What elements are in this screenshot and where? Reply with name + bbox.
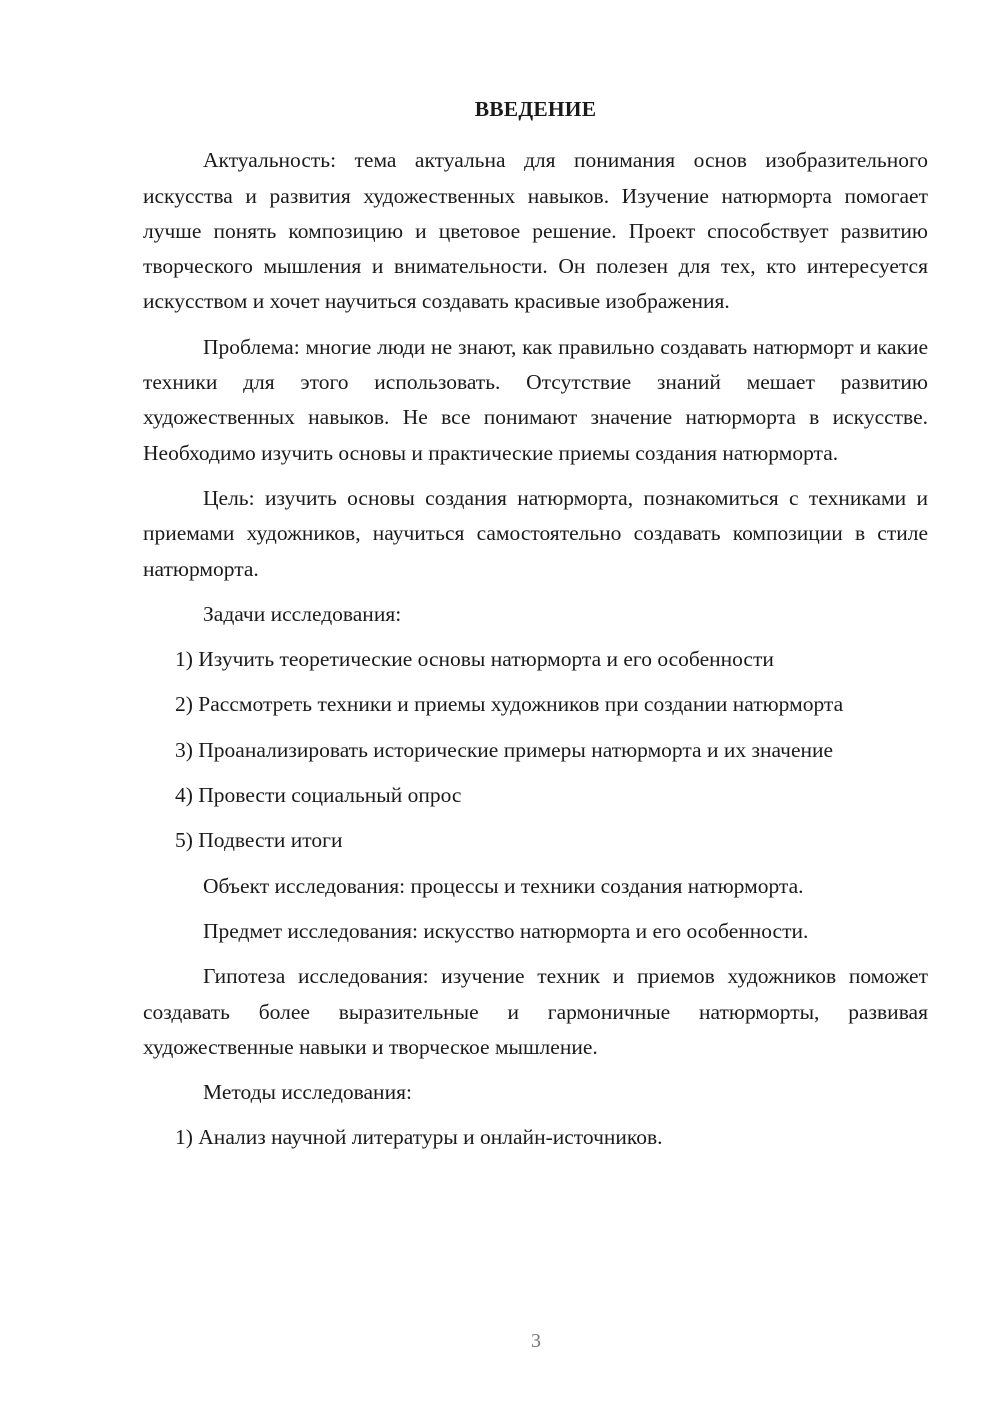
tasks-title: Задачи исследования: — [203, 601, 402, 626]
document-page — [143, 92, 928, 1166]
object-paragraph: Объект исследования: процессы и техники создания натюрморта. — [203, 873, 804, 898]
task-item-4: 4) Провести социальный опрос — [175, 783, 462, 808]
page-number: 3 — [531, 1330, 541, 1352]
goal-paragraph: Цель: изучить основы создания натюрморта, познакомиться с техниками и приемами художников, научиться самостоятельно создавать композиции в стиле натюрморта. — [143, 485, 928, 581]
section-heading: ВВЕДЕНИЕ — [474, 97, 597, 121]
task-item-3: 3) Проанализировать исторические примеры натюрморта и их значение — [175, 737, 834, 762]
task-item-2: 2) Рассмотреть техники и приемы художников при создании натюрморта — [175, 692, 844, 717]
task-item-5: 5) Подвести итоги — [175, 828, 343, 853]
problem-paragraph: Проблема: многие люди не знают, как правильно создавать натюрморт и какие техники для этого использовать. Отсутствие знаний мешает развитию художественных навыков. Не все понимают значение натюрморта в искусстве. Необходимо изучить основы и практические приемы создания натюрморта. — [143, 334, 928, 465]
relevance-paragraph: Актуальность: тема актуальна для понимания основ изобразительного искусства и развития художественных навыков. Изучение натюрморта помогает лучше понять композицию и цветовое решение. Проект способствует развитию творческого мышления и внимательности. Он полезен для тех, кто интересуется искусством и хочет научиться создавать красивые изображения. — [143, 148, 928, 314]
subject-paragraph: Предмет исследования: искусство натюрморта и его особенности. — [203, 918, 809, 943]
hypothesis-paragraph: Гипотеза исследования: изучение техник и приемов художников поможет создавать более выразительные и гармоничные натюрморты, развивая художественные навыки и творческое мышление. — [143, 964, 928, 1059]
task-item-1: 1) Изучить теоретические основы натюрморта и его особенности — [175, 647, 774, 672]
method-item-1: 1) Анализ научной литературы и онлайн-источников. — [175, 1125, 663, 1150]
methods-title: Методы исследования: — [203, 1080, 412, 1105]
